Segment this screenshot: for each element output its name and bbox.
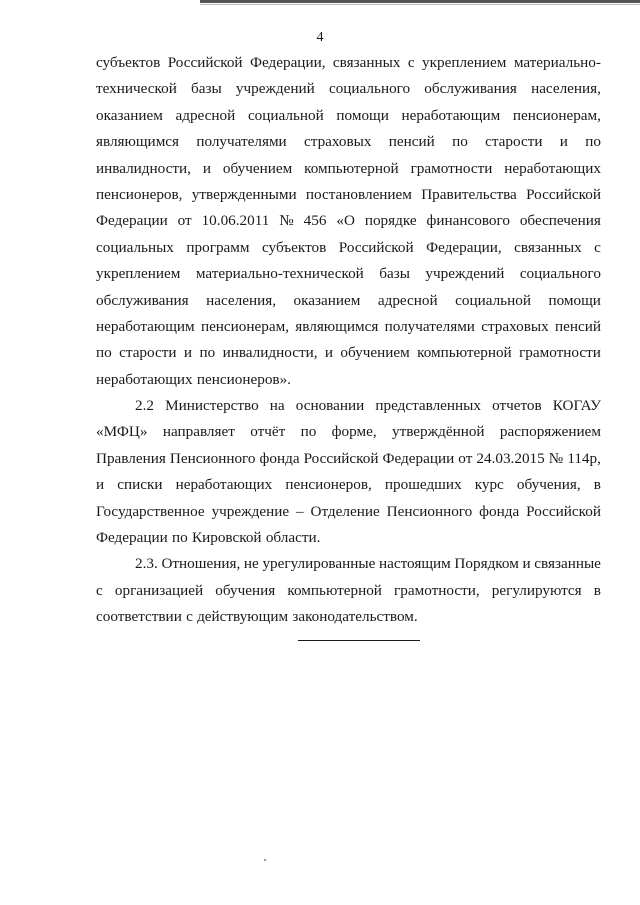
word: получателями — [384, 317, 475, 335]
word: социального — [519, 265, 601, 283]
word: «О — [336, 212, 355, 230]
word: Федерации, — [426, 238, 502, 256]
word: неработающим — [96, 317, 195, 335]
word: компьютерной — [287, 581, 382, 599]
word: помощи — [336, 106, 389, 124]
word: № — [279, 212, 294, 230]
word: адресной — [377, 291, 438, 309]
word: по — [452, 133, 468, 151]
word: пенсионеров, — [285, 476, 372, 494]
document-body — [96, 50, 601, 631]
text-line — [96, 261, 601, 287]
word: утвержденными — [191, 185, 297, 203]
word: по — [199, 344, 216, 362]
text-line — [96, 340, 601, 366]
scan-top-edge-shadow — [200, 4, 640, 5]
word: с — [407, 54, 415, 71]
word: от — [458, 449, 473, 467]
word: не — [243, 555, 259, 573]
word: Порядком — [454, 555, 519, 573]
word: 456 — [303, 212, 327, 230]
word: Кировской — [191, 529, 262, 547]
word: неработающих — [504, 159, 601, 177]
word: – — [296, 502, 304, 520]
text-line — [96, 393, 601, 419]
word: получателями — [196, 133, 287, 151]
word: фонда — [259, 449, 300, 467]
word: прошедших — [384, 476, 462, 494]
word: материально- — [513, 54, 601, 71]
word: по — [585, 133, 601, 151]
word: обучения, — [516, 476, 581, 494]
word: организацией — [114, 581, 204, 599]
word: Российской — [338, 238, 414, 256]
word: настоящим — [378, 555, 451, 573]
page-number: 4 — [316, 30, 324, 45]
word: социальной — [455, 291, 531, 309]
text-line — [96, 419, 601, 445]
word: с — [96, 581, 103, 599]
word: с — [186, 608, 193, 626]
word: Правления — [96, 449, 166, 467]
word: и — [324, 344, 334, 362]
text-line — [96, 367, 601, 393]
word: по — [96, 344, 112, 362]
word: являющимся — [295, 317, 379, 335]
word: помощи — [548, 291, 601, 309]
word: основании — [295, 397, 365, 415]
word: грамотности — [410, 159, 493, 177]
word: курс — [474, 476, 504, 494]
word: списки — [117, 476, 163, 494]
word: порядке — [364, 212, 417, 230]
word: области. — [265, 529, 321, 547]
word: неработающих — [175, 476, 273, 494]
word: старости — [485, 133, 543, 151]
word: укреплением — [96, 265, 181, 283]
word: социальных — [96, 238, 174, 256]
word: по — [300, 423, 317, 441]
word: фонда — [479, 502, 520, 520]
word: учреждений — [235, 80, 315, 98]
word: компьютерной — [304, 159, 399, 177]
word: и — [183, 344, 193, 362]
word: утверждённой — [391, 423, 485, 441]
word: Федерации, — [249, 54, 326, 71]
word: являющимся — [96, 133, 180, 151]
text-line — [96, 129, 601, 155]
word: Государственное — [96, 502, 205, 520]
word: базы — [191, 80, 222, 98]
word: учреждений — [425, 265, 505, 283]
word: по — [171, 529, 188, 547]
word: № — [548, 449, 564, 467]
word: финансового — [426, 212, 510, 230]
word: и — [96, 476, 105, 494]
word: 2.3. — [135, 555, 158, 573]
text-line — [96, 578, 601, 604]
word: обучения — [215, 581, 276, 599]
word: пенсионеров». — [196, 370, 291, 388]
text-line — [96, 182, 601, 208]
word: оказанием — [293, 291, 361, 309]
scan-top-edge — [200, 0, 640, 3]
word: программ — [186, 238, 250, 256]
word: Федерации — [96, 529, 168, 547]
word: пенсий — [554, 317, 601, 335]
word: неработающим — [401, 106, 501, 124]
word: учреждение — [211, 502, 290, 520]
word: и — [559, 133, 568, 151]
word: КОГАУ — [552, 397, 601, 415]
word: материально-технической — [195, 265, 364, 283]
word: обеспечения — [519, 212, 601, 230]
word: пенсий — [388, 133, 435, 151]
word: в — [593, 476, 601, 494]
word: населения, — [206, 291, 277, 309]
word: старости — [119, 344, 177, 362]
word: пенсионерам, — [200, 317, 290, 335]
word: обучением — [340, 344, 410, 362]
text-line — [96, 103, 601, 129]
word: компьютерной — [417, 344, 512, 362]
text-line — [96, 525, 601, 551]
word: населения, — [531, 80, 601, 98]
word: форме, — [331, 423, 377, 441]
word: Отношения, — [161, 555, 241, 573]
word: обучением — [222, 159, 293, 177]
word: инвалидности, — [96, 159, 191, 177]
word: 10.06.2011 — [201, 212, 270, 230]
text-line — [96, 235, 601, 261]
text-line — [96, 76, 601, 102]
word: базы — [379, 265, 410, 283]
word: социального — [328, 80, 411, 98]
word: урегулированные — [262, 555, 376, 573]
word: действующим — [197, 608, 289, 626]
scan-speck — [264, 859, 266, 861]
word: и — [202, 159, 211, 177]
word: на — [269, 397, 285, 415]
word: инвалидности, — [222, 344, 318, 362]
text-line — [96, 50, 601, 76]
word: субъектов — [96, 54, 161, 71]
word: регулируются — [491, 581, 582, 599]
word: Федерации — [382, 449, 455, 467]
word: Российской — [167, 54, 243, 71]
word: отчетов — [492, 397, 542, 415]
word: 24.03.2015 — [476, 449, 545, 467]
word: 114р, — [567, 449, 601, 467]
word: с — [594, 238, 601, 256]
text-line — [96, 314, 601, 340]
word: технической — [96, 80, 177, 98]
word: неработающих — [96, 370, 193, 388]
text-line — [96, 288, 601, 314]
word: Российской — [526, 502, 601, 520]
word: связанные — [534, 555, 601, 573]
word: соответствии — [96, 608, 182, 626]
word: отчёт — [250, 423, 286, 441]
word: пенсионеров, — [96, 185, 183, 203]
word: законодательством. — [292, 608, 418, 626]
word: Федерации — [96, 212, 168, 230]
text-line — [96, 499, 601, 525]
word: представленных — [375, 397, 481, 415]
word: социальной — [247, 106, 324, 124]
word: 2.2 — [135, 397, 154, 415]
word: обслуживания — [96, 291, 189, 309]
word: Правительства — [421, 185, 517, 203]
word: связанных — [332, 54, 401, 71]
text-line — [96, 446, 601, 472]
word: страховых — [481, 317, 549, 335]
word: Пенсионного — [169, 449, 256, 467]
word: распоряжением — [499, 423, 601, 441]
word: Министерство — [165, 397, 259, 415]
closing-rule — [298, 640, 420, 641]
word: Российской — [526, 185, 601, 203]
text-line — [96, 472, 601, 498]
word: пенсионерам, — [512, 106, 601, 124]
word: Российской — [303, 449, 379, 467]
word: Отделение — [310, 502, 380, 520]
word: и — [522, 555, 531, 573]
word: постановлением — [305, 185, 412, 203]
text-line — [96, 208, 601, 234]
word: адресной — [175, 106, 236, 124]
text-line — [96, 604, 601, 630]
word: грамотности — [519, 344, 601, 362]
word: связанных — [514, 238, 582, 256]
text-line — [96, 156, 601, 182]
word: «МФЦ» — [96, 423, 148, 441]
word: субъектов — [262, 238, 327, 256]
word: от — [177, 212, 192, 230]
word: обслуживания — [424, 80, 517, 98]
word: Пенсионного — [386, 502, 473, 520]
word: направляет — [162, 423, 235, 441]
text-line — [96, 551, 601, 577]
word: страховых — [304, 133, 372, 151]
word: оказанием — [96, 106, 163, 124]
word: в — [593, 581, 601, 599]
word: грамотности, — [394, 581, 480, 599]
word: укреплением — [422, 54, 507, 71]
